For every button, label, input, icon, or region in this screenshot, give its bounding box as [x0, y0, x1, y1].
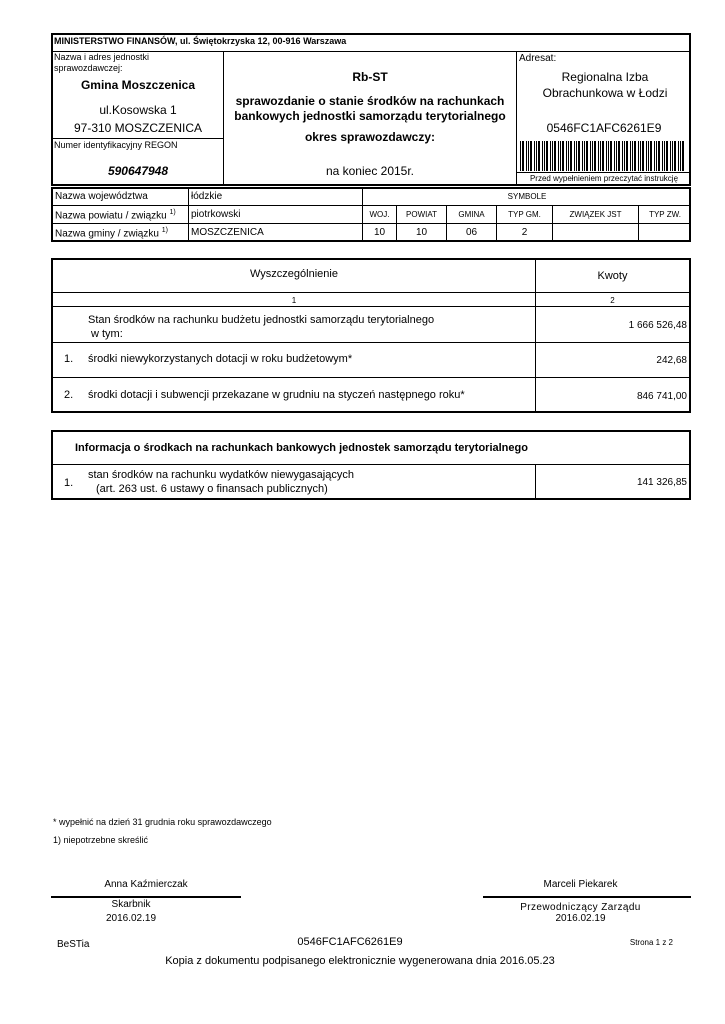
county-value: piotrkowski	[191, 209, 241, 220]
symbol-value-powiat: 10	[415, 227, 428, 238]
signer-right-date: 2016.02.19	[555, 913, 606, 924]
symbol-header-typ-zw: TYP ZW.	[649, 210, 681, 219]
row-text: środki niewykorzystanych dotacji w roku budżetowym*	[88, 353, 353, 365]
divider	[51, 138, 224, 139]
divider	[51, 306, 691, 307]
divider	[51, 223, 363, 224]
row-text-sub: w tym:	[91, 328, 123, 340]
period-value: na koniec 2015r.	[325, 164, 415, 178]
ministry-line: MINISTERSTWO FINANSÓW, ul. Świętokrzyska 12, 00-916 Warszawa	[54, 36, 347, 46]
symbol-value-woj: 10	[373, 227, 386, 238]
row-number: 2.	[64, 389, 74, 401]
symbol-header-powiat: POWIAT	[406, 210, 437, 219]
symbol-header-zwiazek: ZWIĄZEK JST	[569, 210, 622, 219]
column-number-1: 1	[291, 296, 297, 305]
symbol-value-typ-gm: 2	[521, 227, 528, 238]
divider	[51, 292, 691, 293]
signer-left-role: Skarbnik	[111, 899, 151, 910]
county-label: Nazwa powiatu / związku $^{1)}$	[55, 209, 176, 222]
footnote-asterisk: * wypełnić na dzień 31 grudnia roku sprawozdawczego	[53, 817, 272, 827]
commune-label: Nazwa gminy / związku $^{1)}$	[55, 227, 168, 240]
row-amount: 846 741,00	[636, 391, 687, 402]
row-number: 1.	[64, 353, 74, 365]
row-text: Stan środków na rachunku budżetu jednostki samorządu terytorialnego	[88, 314, 435, 326]
addressee-label: Adresat:	[519, 53, 557, 64]
addressee-name: Regionalna Izba Obrachunkowa w Łodzi	[542, 70, 668, 100]
form-code: Rb-ST	[352, 70, 388, 84]
divider	[516, 172, 691, 173]
divider	[516, 51, 517, 186]
unit-name: Gmina Moszczenica	[80, 78, 196, 92]
unit-label: Nazwa i adres jednostki sprawozdawczej:	[54, 52, 150, 73]
divider	[362, 223, 691, 224]
instruction-note: Przed wypełnieniem przeczytać instrukcję	[529, 174, 679, 183]
symbol-header-typ-gm: TYP GM.	[508, 210, 541, 219]
signer-right-name: Marceli Piekarek	[543, 879, 618, 890]
table-row	[88, 313, 528, 341]
signature-line-right	[483, 896, 691, 898]
divider	[51, 464, 691, 465]
row-amount: 242,68	[656, 355, 687, 366]
unit-city: 97-310 MOSZCZENICA	[73, 121, 203, 135]
divider	[51, 342, 691, 343]
footer-copy-note: Kopia z dokumentu podpisanego elektronicznie wygenerowana dnia 2016.05.23	[165, 955, 555, 967]
barcode-image	[520, 141, 686, 171]
voivodeship-value: łódzkie	[191, 191, 223, 202]
symbol-header-gmina: GMINA	[458, 210, 485, 219]
commune-value: MOSZCZENICA	[191, 227, 264, 238]
unit-street: ul.Kosowska 1	[99, 103, 177, 117]
footer-app-name: BeSTia	[57, 939, 90, 950]
period-label: okres sprawozdawczy:	[304, 130, 436, 144]
column-number-2: 2	[610, 296, 615, 305]
signature-line-left	[51, 896, 241, 898]
row-text: stan środków na rachunku wydatków niewygasających	[88, 469, 354, 481]
row-text: środki dotacji i subwencji przekazane w grudniu na styczeń następnego roku*	[88, 389, 465, 401]
regon-number: 590647948	[107, 164, 169, 178]
row-amount: 1 666 526,48	[628, 320, 687, 331]
signer-right-role: Przewodniczący Zarządu	[520, 902, 641, 913]
signer-left-date: 2016.02.19	[105, 913, 157, 924]
signer-left-name: Anna Kaźmierczak	[104, 879, 188, 890]
symbol-header-woj: WOJ.	[369, 210, 390, 219]
symbols-label: SYMBOLE	[507, 192, 547, 201]
footer-doc-id: 0546FC1AFC6261E9	[297, 936, 403, 948]
voivodeship-label: Nazwa województwa	[55, 191, 148, 202]
divider	[51, 205, 691, 206]
row-amount: 141 326,85	[636, 477, 687, 488]
footnote-1: 1) niepotrzebne skreślić	[53, 835, 149, 845]
footer-page: Strona 1 z 2	[629, 938, 673, 947]
form-title: sprawozdanie o stanie środków na rachunkach bankowych jednostki samorządu terytorialnego	[234, 94, 506, 123]
doc-id: 0546FC1AFC6261E9	[546, 121, 662, 135]
table-row	[88, 468, 528, 496]
regon-label: Numer identyfikacyjny REGON	[54, 140, 178, 150]
column-header-description: Wyszczególnienie	[250, 268, 338, 280]
divider	[188, 187, 189, 242]
symbol-value-gmina: 06	[465, 227, 478, 238]
info-header: Informacja o środkach na rachunkach bankowych jednostek samorządu terytorialnego	[75, 442, 528, 454]
row-text-sub: (art. 263 ust. 6 ustawy o finansach publicznych)	[96, 483, 328, 495]
row-number: 1.	[64, 477, 74, 489]
divider	[51, 377, 691, 378]
column-header-amount: Kwoty	[597, 270, 628, 282]
